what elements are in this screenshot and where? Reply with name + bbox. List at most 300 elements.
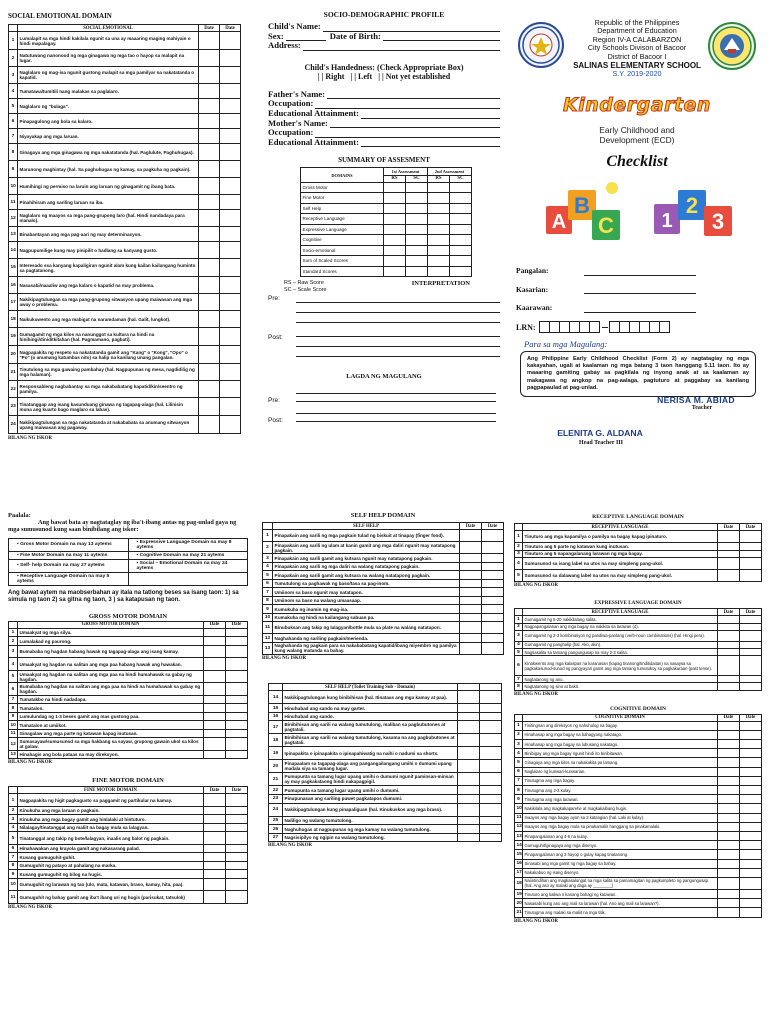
score-cell[interactable] xyxy=(204,695,226,704)
checklist-row xyxy=(9,227,241,242)
score-cell[interactable] xyxy=(226,832,248,845)
score-cell[interactable] xyxy=(718,550,740,558)
post-signature-field[interactable]: Post: xyxy=(268,408,500,424)
score-cell[interactable] xyxy=(204,861,226,870)
score-cell[interactable] xyxy=(482,554,504,563)
score-cell[interactable] xyxy=(406,224,428,235)
score-cell[interactable] xyxy=(460,605,482,614)
score-cell[interactable] xyxy=(226,806,248,815)
score-cell[interactable] xyxy=(740,550,762,558)
score-cell[interactable] xyxy=(220,381,241,398)
score-cell[interactable] xyxy=(226,670,248,683)
score-cell[interactable] xyxy=(199,242,220,259)
score-cell[interactable] xyxy=(458,786,480,795)
score-cell[interactable] xyxy=(460,613,482,622)
score-cell[interactable] xyxy=(480,704,502,713)
score-cell[interactable] xyxy=(199,416,220,434)
score-cell[interactable] xyxy=(204,870,226,879)
score-cell[interactable] xyxy=(384,182,406,193)
score-cell[interactable] xyxy=(480,760,502,773)
score-cell[interactable] xyxy=(384,224,406,235)
score-cell[interactable] xyxy=(740,859,762,868)
score-cell[interactable] xyxy=(428,224,450,235)
item-number: 20 xyxy=(269,760,283,773)
score-cell[interactable] xyxy=(204,794,226,807)
item-text: Hinahanap ang mga bagay na bahagyang nakatago. xyxy=(523,730,718,739)
score-cell[interactable] xyxy=(204,823,226,832)
score-cell[interactable] xyxy=(718,758,740,767)
score-cell[interactable] xyxy=(718,795,740,804)
item-number: 9 xyxy=(9,161,18,178)
address-field[interactable]: Address: xyxy=(268,41,500,51)
score-cell[interactable] xyxy=(220,294,241,311)
score-cell[interactable] xyxy=(450,266,472,277)
date-header: Date xyxy=(204,621,226,628)
handedness-options[interactable]: | | Right | | Left | | Not yet established xyxy=(317,71,451,81)
item-number: 5 xyxy=(263,571,273,580)
score-cell[interactable] xyxy=(480,773,502,786)
score-cell[interactable] xyxy=(199,294,220,311)
score-cell[interactable] xyxy=(480,786,502,795)
score-cell[interactable] xyxy=(406,203,428,214)
score-cell[interactable] xyxy=(460,588,482,597)
score-cell[interactable] xyxy=(718,683,740,690)
score-cell[interactable] xyxy=(204,683,226,696)
score-cell[interactable] xyxy=(226,878,248,891)
score-cell[interactable] xyxy=(220,67,241,84)
score-cell[interactable] xyxy=(428,266,450,277)
education-field[interactable]: Educational Attainment: xyxy=(268,138,500,148)
score-cell[interactable] xyxy=(740,868,762,877)
score-cell[interactable] xyxy=(384,256,406,267)
score-cell[interactable] xyxy=(458,704,480,713)
post-interp-field[interactable]: Post: xyxy=(268,329,500,359)
score-cell[interactable] xyxy=(482,613,504,622)
score-cell[interactable] xyxy=(220,210,241,227)
checklist-row xyxy=(9,32,241,50)
score-cell[interactable] xyxy=(226,861,248,870)
score-cell[interactable] xyxy=(718,776,740,785)
score-cell[interactable] xyxy=(458,773,480,786)
score-cell[interactable] xyxy=(450,245,472,256)
score-cell[interactable] xyxy=(220,328,241,346)
score-cell[interactable] xyxy=(740,841,762,850)
score-cell[interactable] xyxy=(740,630,762,641)
score-cell[interactable] xyxy=(226,815,248,824)
score-cell[interactable] xyxy=(450,182,472,193)
score-cell[interactable] xyxy=(740,795,762,804)
score-cell[interactable] xyxy=(718,804,740,813)
score-cell[interactable] xyxy=(220,161,241,178)
lrn-digit-box[interactable] xyxy=(659,321,670,333)
score-cell[interactable] xyxy=(204,670,226,683)
score-cell[interactable] xyxy=(220,178,241,195)
score-cell[interactable] xyxy=(199,32,220,50)
score-cell[interactable] xyxy=(740,786,762,795)
occupation-field[interactable]: Occupation: xyxy=(268,128,500,138)
score-cell[interactable] xyxy=(482,622,504,634)
score-cell[interactable] xyxy=(480,691,502,704)
score-cell[interactable] xyxy=(460,542,482,554)
score-cell[interactable] xyxy=(718,868,740,877)
score-cell[interactable] xyxy=(460,642,482,654)
score-cell[interactable] xyxy=(220,144,241,161)
score-cell[interactable] xyxy=(226,695,248,704)
score-cell[interactable] xyxy=(199,67,220,84)
score-cell[interactable] xyxy=(204,738,226,751)
score-cell[interactable] xyxy=(718,813,740,822)
score-cell[interactable] xyxy=(740,758,762,767)
item-text: Pinupunasan ang sariling puwet pagkatapos dumumi. xyxy=(283,795,458,804)
score-cell[interactable] xyxy=(718,822,740,831)
score-cell[interactable] xyxy=(480,803,502,816)
item-number: 5 xyxy=(9,670,18,683)
domain-counts-table xyxy=(8,538,248,586)
item-number: 21 xyxy=(269,773,283,786)
rs-header: RS xyxy=(384,175,406,182)
score-cell[interactable] xyxy=(458,816,480,825)
score-cell[interactable] xyxy=(428,235,450,246)
score-cell[interactable] xyxy=(480,712,502,721)
score-cell[interactable] xyxy=(740,623,762,630)
score-cell[interactable] xyxy=(482,542,504,554)
score-cell[interactable] xyxy=(199,381,220,398)
score-cell[interactable] xyxy=(220,50,241,67)
score-cell[interactable] xyxy=(460,596,482,605)
lrn-field[interactable]: LRN: xyxy=(516,321,670,333)
score-cell[interactable] xyxy=(199,144,220,161)
score-cell[interactable] xyxy=(740,822,762,831)
score-cell[interactable] xyxy=(204,878,226,891)
score-cell[interactable] xyxy=(458,712,480,721)
score-cell[interactable] xyxy=(718,730,740,739)
score-cell[interactable] xyxy=(220,416,241,434)
score-cell[interactable] xyxy=(204,815,226,824)
score-cell[interactable] xyxy=(220,398,241,416)
score-cell[interactable] xyxy=(460,579,482,588)
score-cell[interactable] xyxy=(406,193,428,204)
score-cell[interactable] xyxy=(199,346,220,364)
score-cell[interactable] xyxy=(220,195,241,210)
score-cell[interactable] xyxy=(718,656,740,676)
score-cell[interactable] xyxy=(482,571,504,580)
score-cell[interactable] xyxy=(220,364,241,381)
score-cell[interactable] xyxy=(718,543,740,551)
score-cell[interactable] xyxy=(450,203,472,214)
score-cell[interactable] xyxy=(220,99,241,114)
score-cell[interactable] xyxy=(428,203,450,214)
father-name-field[interactable]: Father's Name: xyxy=(268,90,500,100)
score-cell[interactable] xyxy=(740,641,762,648)
cover-panel xyxy=(512,8,762,470)
score-cell[interactable] xyxy=(740,890,762,899)
score-cell[interactable] xyxy=(480,734,502,747)
score-cell[interactable] xyxy=(384,235,406,246)
education-field[interactable]: Educational Attainment: xyxy=(268,109,500,119)
score-cell[interactable] xyxy=(204,853,226,862)
score-cell[interactable] xyxy=(718,570,740,582)
mother-name-field[interactable]: Mother's Name: xyxy=(268,119,500,129)
score-cell[interactable] xyxy=(740,740,762,749)
score-cell[interactable] xyxy=(718,850,740,859)
checklist-row xyxy=(269,712,502,721)
score-cell[interactable] xyxy=(199,210,220,227)
score-cell[interactable] xyxy=(458,795,480,804)
score-cell[interactable] xyxy=(480,747,502,760)
score-cell[interactable] xyxy=(718,877,740,889)
score-cell[interactable] xyxy=(718,749,740,758)
score-cell[interactable] xyxy=(740,648,762,655)
score-cell[interactable] xyxy=(740,721,762,730)
score-cell[interactable] xyxy=(480,721,502,734)
score-cell[interactable] xyxy=(226,870,248,879)
lrn-digit-box[interactable] xyxy=(589,321,600,333)
score-cell[interactable] xyxy=(226,794,248,807)
score-cell[interactable] xyxy=(740,656,762,676)
score-cell[interactable] xyxy=(450,224,472,235)
score-cell[interactable] xyxy=(220,129,241,144)
score-cell[interactable] xyxy=(718,531,740,543)
score-cell[interactable] xyxy=(220,32,241,50)
score-cell[interactable] xyxy=(718,841,740,850)
score-cell[interactable] xyxy=(740,804,762,813)
score-cell[interactable] xyxy=(199,311,220,328)
score-cell[interactable] xyxy=(226,891,248,904)
score-cell[interactable] xyxy=(482,642,504,654)
score-cell[interactable] xyxy=(226,729,248,738)
score-cell[interactable] xyxy=(384,214,406,225)
score-cell[interactable] xyxy=(428,245,450,256)
score-cell[interactable] xyxy=(740,899,762,908)
score-cell[interactable] xyxy=(220,277,241,294)
score-cell[interactable] xyxy=(460,571,482,580)
score-cell[interactable] xyxy=(220,227,241,242)
score-cell[interactable] xyxy=(460,634,482,643)
score-cell[interactable] xyxy=(740,831,762,840)
score-cell[interactable] xyxy=(406,256,428,267)
score-cell[interactable] xyxy=(458,734,480,747)
score-cell[interactable] xyxy=(718,890,740,899)
score-cell[interactable] xyxy=(718,648,740,655)
score-cell[interactable] xyxy=(480,816,502,825)
score-cell[interactable] xyxy=(384,203,406,214)
score-cell[interactable] xyxy=(226,844,248,853)
score-cell[interactable] xyxy=(718,908,740,917)
score-cell[interactable] xyxy=(384,245,406,256)
score-cell[interactable] xyxy=(226,645,248,658)
score-cell[interactable] xyxy=(718,767,740,776)
score-cell[interactable] xyxy=(458,825,480,834)
score-cell[interactable] xyxy=(450,193,472,204)
score-cell[interactable] xyxy=(740,683,762,690)
score-cell[interactable] xyxy=(199,161,220,178)
score-cell[interactable] xyxy=(482,588,504,597)
score-cell[interactable] xyxy=(428,214,450,225)
score-cell[interactable] xyxy=(460,622,482,634)
score-cell[interactable] xyxy=(406,245,428,256)
score-cell[interactable] xyxy=(204,637,226,646)
score-cell[interactable] xyxy=(460,562,482,571)
score-cell[interactable] xyxy=(226,704,248,713)
score-cell[interactable] xyxy=(482,605,504,614)
score-cell[interactable] xyxy=(204,658,226,671)
checklist-row xyxy=(9,832,248,845)
score-cell[interactable] xyxy=(406,182,428,193)
score-cell[interactable] xyxy=(428,182,450,193)
score-cell[interactable] xyxy=(458,721,480,734)
score-cell[interactable] xyxy=(458,803,480,816)
item-text: Nasasabi/naaaliw ang mga kalaro o kapatid na may problema. xyxy=(18,277,199,294)
score-cell[interactable] xyxy=(199,129,220,144)
kasarian-field[interactable]: Kasarian: xyxy=(516,285,696,295)
score-cell[interactable] xyxy=(220,259,241,277)
score-cell[interactable] xyxy=(226,637,248,646)
score-cell[interactable] xyxy=(199,259,220,277)
score-cell[interactable] xyxy=(740,616,762,623)
score-cell[interactable] xyxy=(740,877,762,889)
score-cell[interactable] xyxy=(718,623,740,630)
score-cell[interactable] xyxy=(199,398,220,416)
score-cell[interactable] xyxy=(740,531,762,543)
pre-interp-field[interactable]: Pre: xyxy=(268,295,500,325)
score-cell[interactable] xyxy=(718,786,740,795)
checklist-row xyxy=(9,277,241,294)
score-cell[interactable] xyxy=(718,831,740,840)
checklist-row xyxy=(263,642,504,654)
score-cell[interactable] xyxy=(740,749,762,758)
score-cell[interactable] xyxy=(718,899,740,908)
score-cell[interactable] xyxy=(204,628,226,637)
item-text: Umiinom sa baso na walang umaasaap. xyxy=(273,596,460,605)
pre-signature-field[interactable]: Pre: xyxy=(268,388,500,404)
score-cell[interactable] xyxy=(480,795,502,804)
score-cell[interactable] xyxy=(199,114,220,129)
score-cell[interactable] xyxy=(220,346,241,364)
score-cell[interactable] xyxy=(718,721,740,730)
score-cell[interactable] xyxy=(740,676,762,683)
checklist-row xyxy=(515,656,762,676)
score-cell[interactable] xyxy=(204,844,226,853)
score-cell[interactable] xyxy=(740,570,762,582)
score-cell[interactable] xyxy=(458,747,480,760)
score-cell[interactable] xyxy=(458,833,480,842)
score-cell[interactable] xyxy=(482,579,504,588)
score-cell[interactable] xyxy=(740,767,762,776)
score-cell[interactable] xyxy=(406,235,428,246)
child-name-field[interactable]: Child's Name: xyxy=(268,22,500,32)
score-cell[interactable] xyxy=(204,891,226,904)
score-cell[interactable] xyxy=(718,740,740,749)
score-cell[interactable] xyxy=(204,704,226,713)
score-cell[interactable] xyxy=(482,530,504,542)
score-cell[interactable] xyxy=(220,84,241,99)
score-cell[interactable] xyxy=(226,750,248,759)
score-cell[interactable] xyxy=(199,364,220,381)
score-cell[interactable] xyxy=(740,850,762,859)
score-cell[interactable] xyxy=(428,256,450,267)
score-cell[interactable] xyxy=(718,616,740,623)
score-cell[interactable] xyxy=(226,853,248,862)
score-cell[interactable] xyxy=(406,214,428,225)
pangalan-field[interactable]: Pangalan: xyxy=(516,266,696,276)
score-cell[interactable] xyxy=(450,235,472,246)
score-cell[interactable] xyxy=(406,266,428,277)
score-cell[interactable] xyxy=(204,729,226,738)
score-cell[interactable] xyxy=(460,554,482,563)
svg-text:B: B xyxy=(574,193,590,218)
score-footer: BILANG NG ISKOR xyxy=(262,656,306,662)
score-cell[interactable] xyxy=(199,84,220,99)
score-cell[interactable] xyxy=(482,634,504,643)
score-cell[interactable] xyxy=(482,596,504,605)
score-cell[interactable] xyxy=(220,311,241,328)
score-cell[interactable] xyxy=(384,266,406,277)
score-cell[interactable] xyxy=(482,562,504,571)
score-cell[interactable] xyxy=(450,214,472,225)
score-cell[interactable] xyxy=(458,760,480,773)
score-cell[interactable] xyxy=(740,558,762,570)
handedness-title: Child's Handedness: (Check Appropriate Box) xyxy=(304,62,464,72)
score-cell[interactable] xyxy=(480,833,502,842)
score-cell[interactable] xyxy=(718,676,740,683)
score-cell[interactable] xyxy=(226,628,248,637)
checklist-row xyxy=(263,634,504,643)
occupation-field[interactable]: Occupation: xyxy=(268,99,500,109)
score-cell[interactable] xyxy=(740,776,762,785)
score-cell[interactable] xyxy=(718,859,740,868)
score-cell[interactable] xyxy=(450,256,472,267)
score-cell[interactable] xyxy=(226,721,248,730)
score-cell[interactable] xyxy=(204,645,226,658)
score-cell[interactable] xyxy=(199,50,220,67)
score-cell[interactable] xyxy=(226,658,248,671)
score-cell[interactable] xyxy=(480,825,502,834)
score-cell[interactable] xyxy=(384,193,406,204)
score-cell[interactable] xyxy=(220,242,241,259)
score-cell[interactable] xyxy=(199,195,220,210)
score-cell[interactable] xyxy=(740,730,762,739)
score-cell[interactable] xyxy=(204,712,226,721)
score-cell[interactable] xyxy=(199,277,220,294)
score-cell[interactable] xyxy=(226,712,248,721)
score-cell[interactable] xyxy=(460,530,482,542)
score-cell[interactable] xyxy=(226,683,248,696)
score-cell[interactable] xyxy=(199,227,220,242)
score-cell[interactable] xyxy=(199,99,220,114)
score-cell[interactable] xyxy=(740,908,762,917)
score-cell[interactable] xyxy=(718,630,740,641)
kaarawan-field[interactable]: Kaarawan: xyxy=(516,303,696,313)
score-cell[interactable] xyxy=(204,750,226,759)
checklist-row xyxy=(269,816,502,825)
score-cell[interactable] xyxy=(458,691,480,704)
score-cell[interactable] xyxy=(204,721,226,730)
score-cell[interactable] xyxy=(226,823,248,832)
score-cell[interactable] xyxy=(220,114,241,129)
score-cell[interactable] xyxy=(199,328,220,346)
score-cell[interactable] xyxy=(199,178,220,195)
score-cell[interactable] xyxy=(428,193,450,204)
score-cell[interactable] xyxy=(204,806,226,815)
score-cell[interactable] xyxy=(740,813,762,822)
score-cell[interactable] xyxy=(226,738,248,751)
score-cell[interactable] xyxy=(718,641,740,648)
sex-dob-field[interactable]: Sex: Date of Birth: xyxy=(268,32,500,42)
score-cell[interactable] xyxy=(718,558,740,570)
score-cell[interactable] xyxy=(204,832,226,845)
item-text: Ipinapakita o ipinapakita o ipinapahiwatig na naihi o nadumi sa shorts. xyxy=(283,747,458,760)
score-cell[interactable] xyxy=(740,543,762,551)
